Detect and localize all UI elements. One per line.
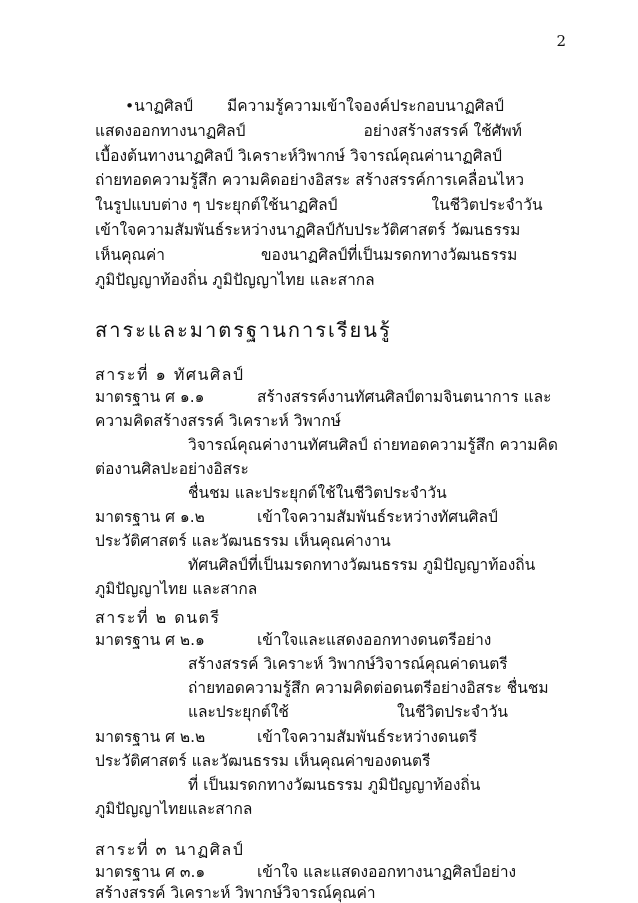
- standard-text: สร้างสรรค์ วิเคราะห์ วิพากษ์วิจารณ์คุณค่า: [95, 884, 376, 902]
- standard-text: สร้างสรรค์ วิเคราะห์ วิพากษ์วิจารณ์คุณค่าดนตรี: [188, 655, 508, 673]
- standard-text: ประวัติศาสตร์ และวัฒนธรรม เห็นคุณค่าของดนตรี: [95, 752, 431, 770]
- standard-code: มาตรฐาน ศ ๑.๑: [95, 388, 205, 406]
- intro-text: ของนาฏศิลป์ที่เป็นมรดกทางวัฒนธรรม: [260, 246, 518, 264]
- standard-text: ทัศนศิลป์ที่เป็นมรดกทางวัฒนธรรม ภูมิปัญญาท้องถิ่น: [188, 556, 536, 574]
- standard-text: ความคิดสร้างสรรค์ วิเคราะห์ วิพากษ์: [95, 412, 341, 430]
- strand-1-title: สาระที่ ๑ ทัศนศิลป์: [95, 365, 245, 384]
- standard-text: และประยุกต์ใช้: [188, 703, 289, 721]
- standard-text: ที่ เป็นมรดกทางวัฒนธรรม ภูมิปัญญาท้องถิ่น: [188, 776, 481, 794]
- standard-text: เข้าใจความสัมพันธ์ระหว่างทัศนศิลป์: [257, 508, 498, 526]
- intro-line-7: [95, 245, 517, 265]
- intro-text: ในชีวิตประจำวัน: [431, 196, 543, 214]
- intro-subject: •นาฏศิลป์: [125, 97, 194, 115]
- standard-text: เข้าใจ และแสดงออกทางนาฏศิลป์อย่าง: [257, 863, 517, 881]
- section-heading: สาระและมาตรฐานการเรียนรู้: [95, 318, 392, 342]
- standard-text: ต่องานศิลปะอย่างอิสระ: [95, 460, 249, 478]
- standard-code: มาตรฐาน ศ ๓.๑: [95, 863, 206, 881]
- intro-text: มีความรู้ความเข้าใจองค์ประกอบนาฏศิลป์: [227, 97, 504, 115]
- intro-line-4: ถ่ายทอดความรู้สึก ความคิดอย่างอิสระ สร้างสรรค์การเคลื่อนไหว: [95, 171, 525, 189]
- strand-2-title: สาระที่ ๒ ดนตรี: [95, 608, 221, 627]
- intro-line-3: เบื้องต้นทางนาฏศิลป์ วิเคราะห์วิพากษ์ วิจารณ์คุณค่านาฏศิลป์: [95, 147, 502, 165]
- strand-3-title: สาระที่ ๓ นาฏศิลป์: [95, 840, 245, 859]
- intro-line-5: [95, 195, 543, 215]
- standard-text: ภูมิปัญญาไทยและสากล: [95, 800, 253, 818]
- standard-text: ถ่ายทอดความรู้สึก ความคิดต่อดนตรีอย่างอิสระ ชื่นชม: [188, 679, 549, 697]
- standard-text: เข้าใจและแสดงออกทางดนตรีอย่าง: [257, 631, 492, 649]
- intro-text: ในรูปแบบต่าง ๆ ประยุกต์ใช้นาฏศิลป์: [95, 196, 338, 214]
- standard-code: มาตรฐาน ศ ๒.๒: [95, 728, 206, 746]
- standard-text: ชื่นชม และประยุกต์ใช้ในชีวิตประจำวัน: [188, 484, 447, 502]
- intro-text: อย่างสร้างสรรค์ ใช้ศัพท์: [363, 122, 522, 140]
- standard-code: มาตรฐาน ศ ๑.๒: [95, 508, 205, 526]
- intro-line-1: [125, 96, 504, 116]
- intro-text: แสดงออกทางนาฏศิลป์: [95, 122, 246, 140]
- standard-text: [188, 702, 508, 722]
- intro-line-2: [95, 121, 522, 141]
- intro-line-8: ภูมิปัญญาท้องถิ่น ภูมิปัญญาไทย และสากล: [95, 271, 375, 289]
- page-number: 2: [556, 32, 566, 50]
- standard-text: วิจารณ์คุณค่างานทัศนศิลป์ ถ่ายทอดความรู้สึก ความคิด: [188, 436, 558, 454]
- intro-text: เห็นคุณค่า: [95, 246, 165, 264]
- standard-code: มาตรฐาน ศ ๒.๑: [95, 631, 205, 649]
- standard-text: สร้างสรรค์งานทัศนศิลป์ตามจินตนาการ และ: [257, 388, 552, 406]
- intro-line-6: เข้าใจความสัมพันธ์ระหว่างนาฏศิลป์กับประวัติศาสตร์ วัฒนธรรม: [95, 221, 521, 239]
- standard-text: ในชีวิตประจำวัน: [396, 703, 508, 721]
- standard-text: ภูมิปัญญาไทย และสากล: [95, 580, 258, 598]
- standard-text: เข้าใจความสัมพันธ์ระหว่างดนตรี: [257, 728, 478, 746]
- standard-text: ประวัติศาสตร์ และวัฒนธรรม เห็นคุณค่างาน: [95, 532, 391, 550]
